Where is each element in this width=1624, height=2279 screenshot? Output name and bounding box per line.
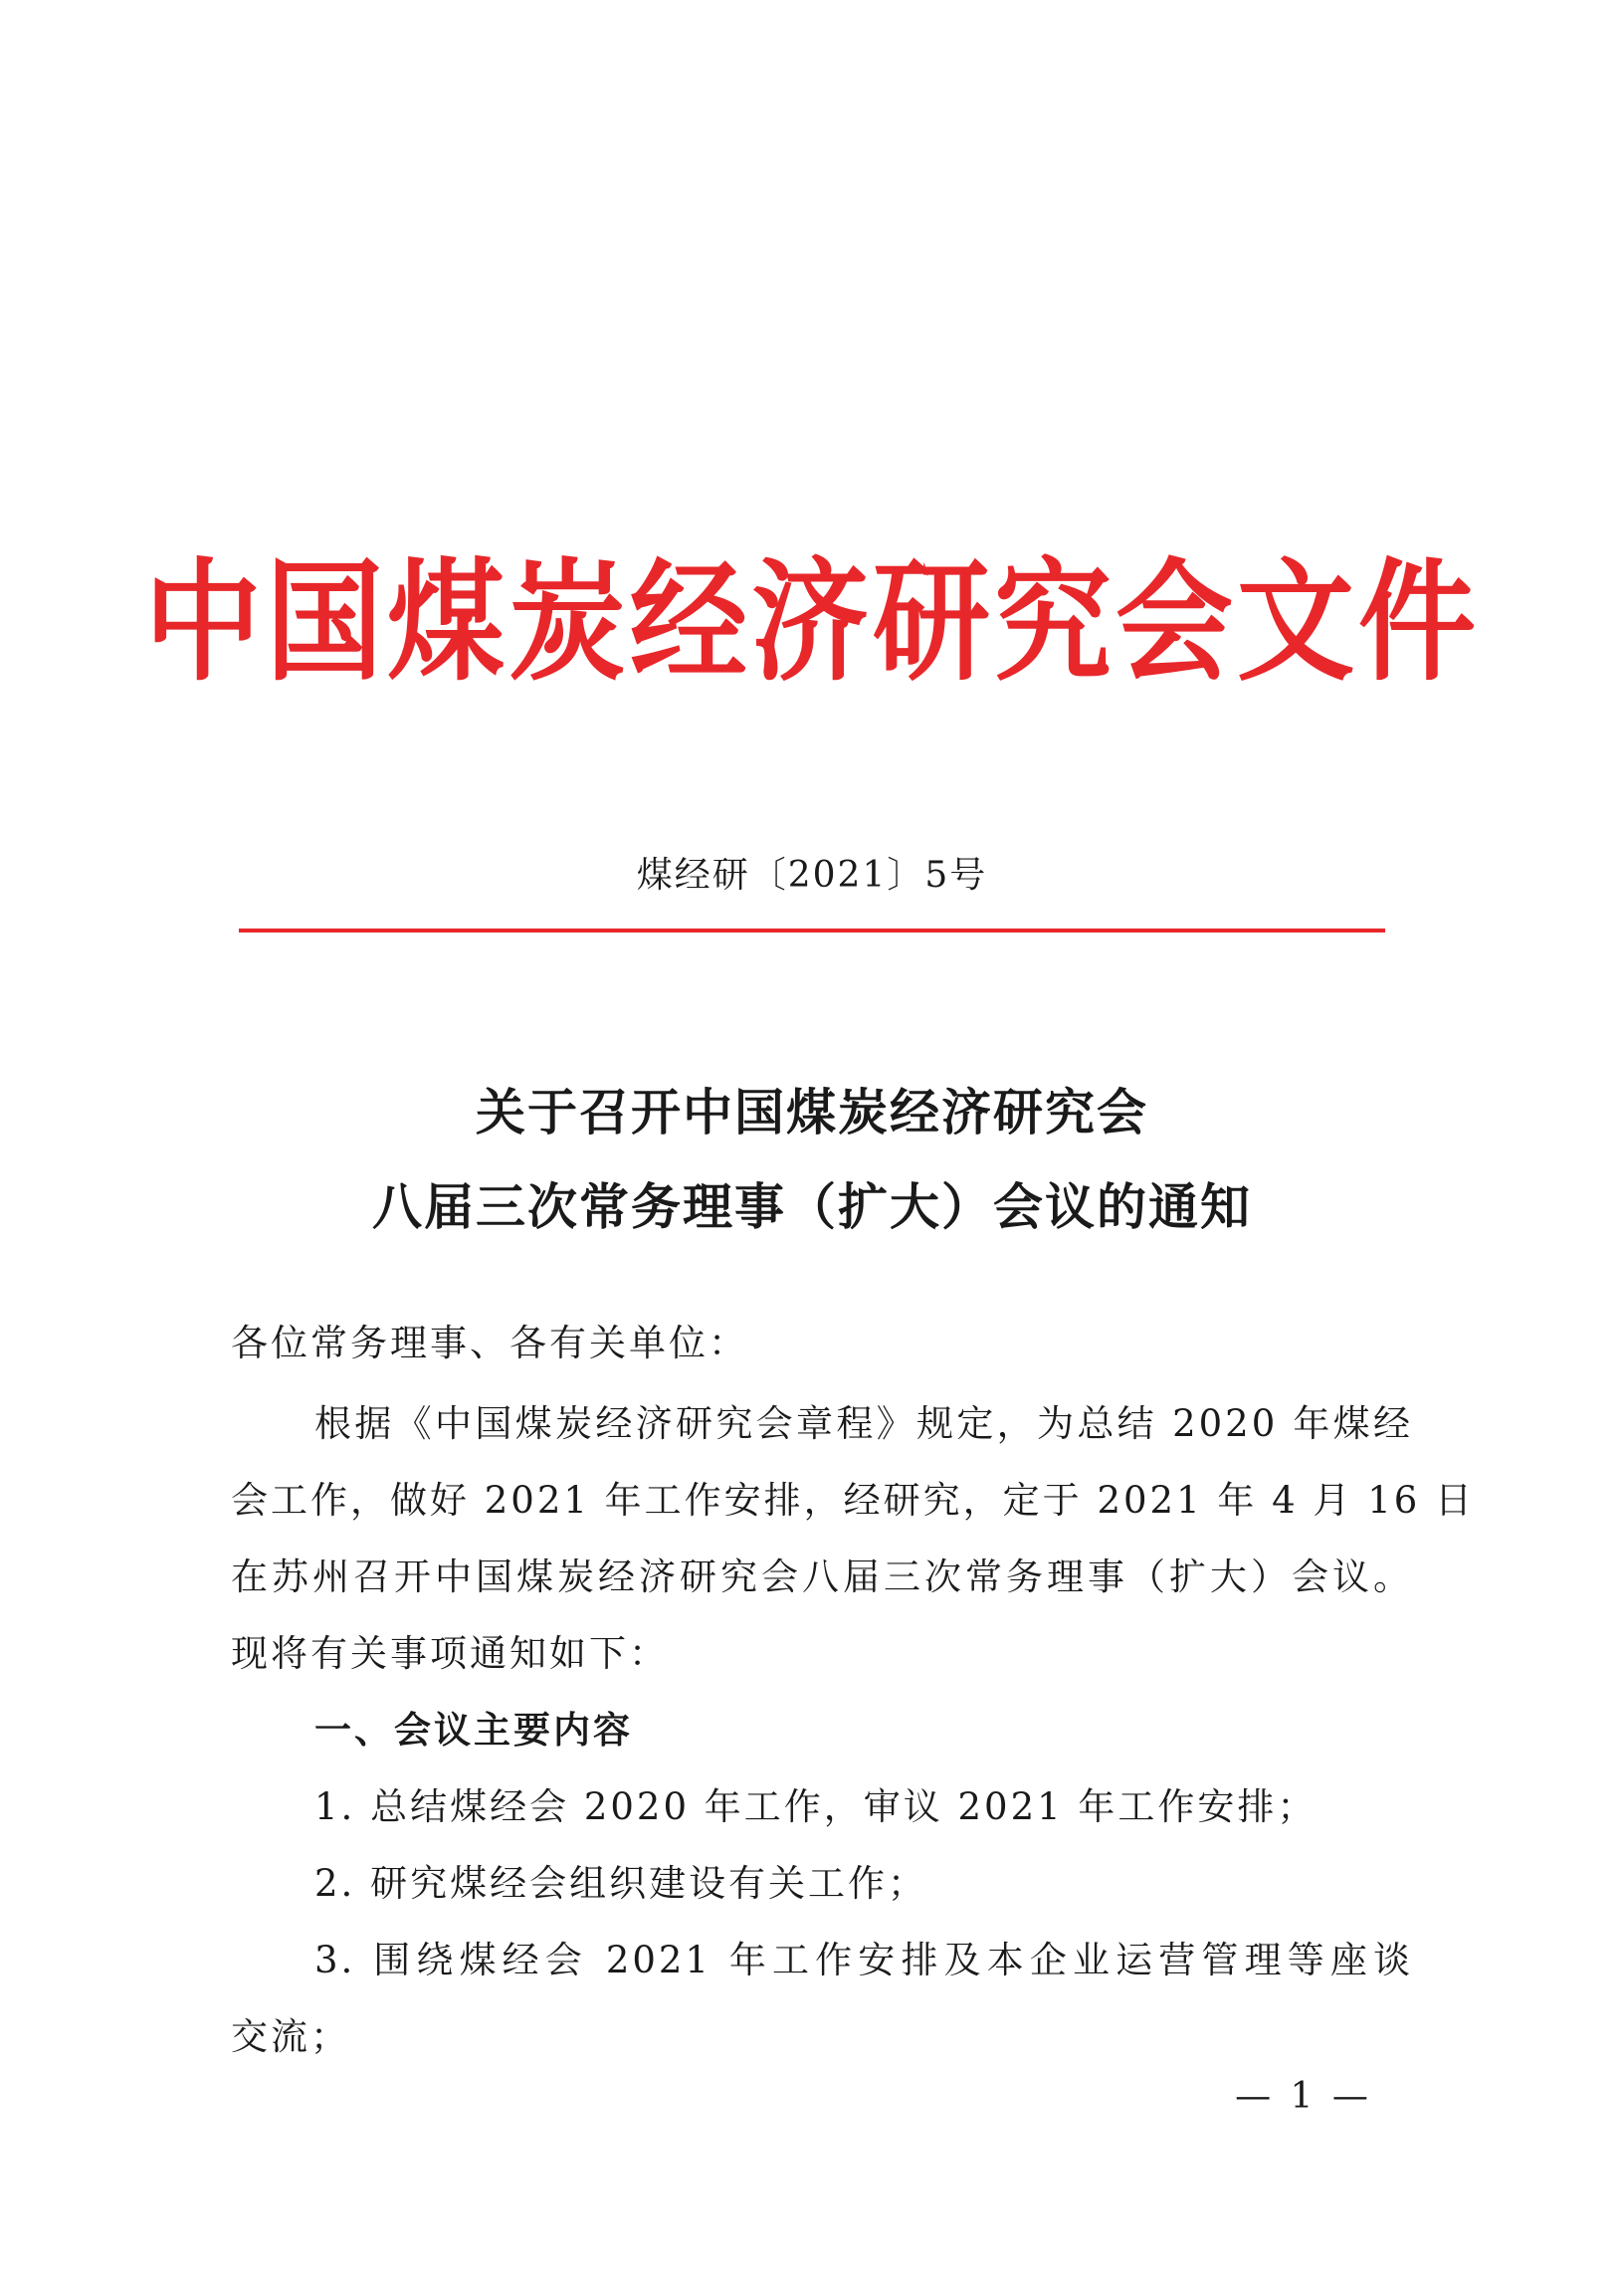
notice-title-line1: 关于召开中国煤炭经济研究会 — [476, 1083, 1148, 1141]
list-item: 1. 总结煤经会 2020 年工作，审议 2021 年工作安排； — [314, 1785, 1318, 1828]
document-number: 煤经研〔2021〕5号 — [636, 855, 988, 896]
list-item-continuation: 交流； — [231, 2015, 350, 2058]
document-header-title: 中国煤炭经济研究会文件 — [143, 544, 1480, 700]
paragraph-line: 在苏州召开中国煤炭经济研究会八届三次常务理事（扩大）会议。 — [231, 1555, 1413, 1598]
paragraph-line: 会工作，做好 2021 年工作安排，经研究，定于 2021 年 4 月 16 日 — [231, 1479, 1476, 1522]
paragraph-line: 现将有关事项通知如下： — [231, 1632, 669, 1675]
notice-title-line2: 八届三次常务理事（扩大）会议的通知 — [372, 1177, 1252, 1236]
paragraph-line: 根据《中国煤炭经济研究会章程》规定，为总结 2020 年煤经 — [314, 1402, 1413, 1445]
salutation: 各位常务理事、各有关单位： — [231, 1322, 748, 1364]
list-item: 3. 围绕煤经会 2021 年工作安排及本企业运营管理等座谈 — [314, 1939, 1413, 1981]
red-divider-line — [239, 929, 1385, 932]
list-item: 2. 研究煤经会组织建设有关工作； — [314, 1862, 928, 1905]
page-number: — 1 — — [1235, 2076, 1372, 2117]
section-heading: 一、会议主要内容 — [314, 1709, 633, 1752]
